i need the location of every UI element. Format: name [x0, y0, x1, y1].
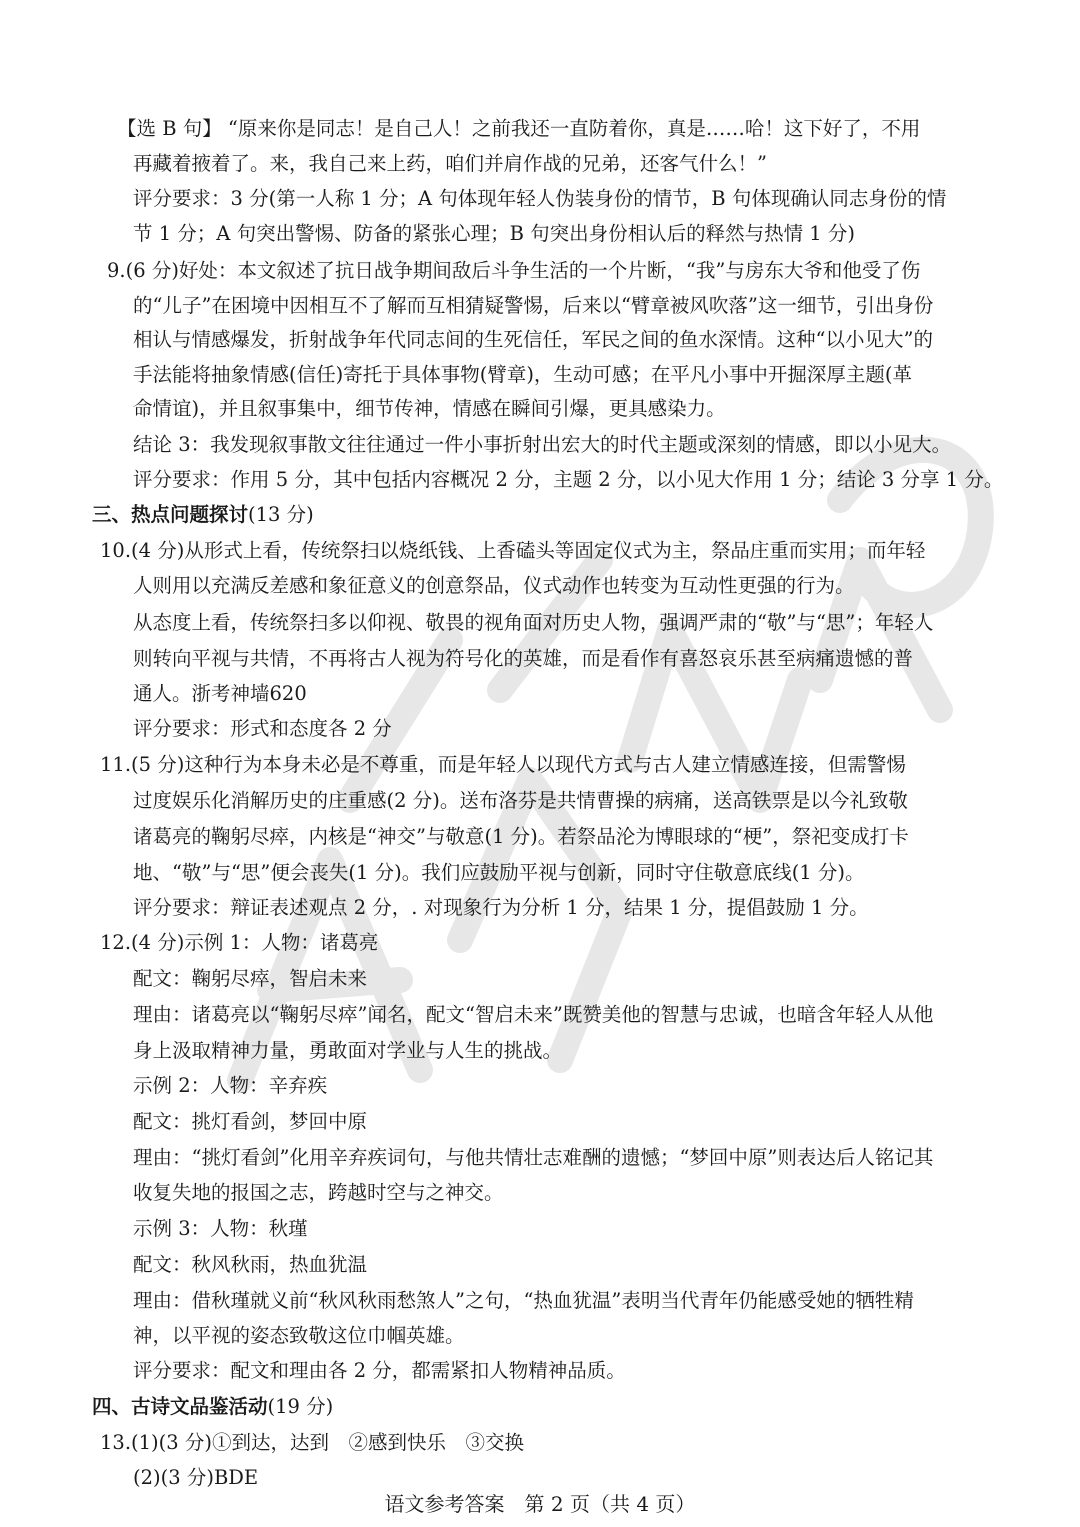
text-line: 神，以平视的姿态致敬这位巾帼英雄。	[133, 1324, 465, 1347]
text-line: 节 1 分；A 句突出警惕、防备的紧张心理；B 句突出身份相认后的释然与热情 1 分)	[133, 222, 856, 245]
text-line: 理由：借秋瑾就义前“秋风秋雨愁煞人”之句，“热血犹温”表明当代青年仍能感受她的牺牲精	[133, 1289, 914, 1312]
text-line: (2)(3 分)BDE	[133, 1466, 259, 1489]
text-line: 13.(1)(3 分)①到达，达到 ②感到快乐 ③交换	[100, 1431, 524, 1454]
text-line: 手法能将抽象情感(信任)寄托于具体事物(臂章)，生动可感；在平凡小事中开掘深厚主题(革	[133, 363, 913, 386]
text-line: 9.(6 分)好处：本文叙述了抗日战争期间敌后斗争生活的一个片断，“我”与房东大爷和他受了伤	[107, 259, 921, 282]
text-line: 收复失地的报国之志，跨越时空与之神交。	[133, 1181, 504, 1204]
text-line: 评分要求：辩证表述观点 2 分，. 对现象行为分析 1 分，结果 1 分，提倡鼓励 1 分。	[133, 896, 869, 919]
text-line: 再藏着掖着了。来，我自己来上药，咱们并肩作战的兄弟，还客气什么！”	[133, 152, 767, 175]
text-line: 人则用以充满反差感和象征意义的创意祭品，仪式动作也转变为互动性更强的行为。	[133, 574, 855, 597]
text-line: 理由：诸葛亮以“鞠躬尽瘁”闻名，配文“智启未来”既赞美他的智慧与忠诚，也暗含年轻人从他	[133, 1003, 934, 1026]
text-line: 地、“敬”与“思”便会丧失(1 分)。我们应鼓励平视与创新，同时守住敬意底线(1 分)。	[133, 861, 865, 884]
text-line: 过度娱乐化消解历史的庄重感(2 分)。送布洛芬是共情曹操的病痛，送高铁票是以今礼致敬	[133, 789, 908, 812]
text-line: 诸葛亮的鞠躬尽瘁，内核是“神交”与敬意(1 分)。若祭品沦为博眼球的“梗”，祭祀变成打卡	[133, 825, 909, 848]
text-line: 相认与情感爆发，折射战争年代同志间的生死信任，军民之间的鱼水深情。这种“以小见大”的	[133, 328, 933, 351]
section-heading	[92, 502, 314, 528]
section-heading	[92, 1394, 333, 1420]
text-line: 示例 2：人物：辛弃疾	[133, 1074, 328, 1097]
page-footer: 语文参考答案 第 2 页（共 4 页）	[384, 1492, 696, 1516]
text-line: 评分要求：作用 5 分，其中包括内容概况 2 分，主题 2 分，以小见大作用 1 分；结论 3 分享 1 分。	[133, 468, 1004, 491]
section-title: 四、古诗文品鉴活动	[92, 1395, 268, 1418]
text-line: 理由：“挑灯看剑”化用辛弃疾词句，与他共情壮志难酬的遗憾；“梦回中原”则表达后人铭记其	[133, 1146, 934, 1169]
text-line: 10.(4 分)从形式上看，传统祭扫以烧纸钱、上香磕头等固定仪式为主，祭品庄重而实用；而年轻	[100, 539, 926, 562]
text-line: 的“儿子”在困境中因相互不了解而互相猜疑警惕，后来以“臂章被风吹落”这一细节，引出身份	[133, 294, 934, 317]
text-line: 示例 3：人物：秋瑾	[133, 1217, 308, 1240]
text-line: 配文：鞠躬尽瘁，智启未来	[133, 967, 368, 990]
text-line: 从态度上看，传统祭扫多以仰视、敬畏的视角面对历史人物，强调严肃的“敬”与“思”；年轻人	[133, 611, 934, 634]
text-line: 评分要求：配文和理由各 2 分，都需紧扣人物精神品质。	[133, 1359, 626, 1382]
text-line: 【选 B 句】 “原来你是同志！是自己人！之前我还一直防着你，真是……哈！这下好了，不用	[117, 117, 921, 140]
text-line: 配文：秋风秋雨，热血犹温	[133, 1253, 368, 1276]
section-title: 三、热点问题探讨	[92, 503, 249, 526]
text-line: 命情谊)，并且叙事集中，细节传神，情感在瞬间引爆，更具感染力。	[133, 397, 726, 420]
text-line: 11.(5 分)这种行为本身未必是不尊重，而是年轻人以现代方式与古人建立情感连接，但需警惕	[100, 753, 906, 776]
text-line: 12.(4 分)示例 1：人物：诸葛亮	[100, 931, 379, 954]
text-line: 身上汲取精神力量，勇敢面对学业与人生的挑战。	[133, 1039, 563, 1062]
text-line: 结论 3：我发现叙事散文往往通过一件小事折射出宏大的时代主题或深刻的情感，即以小见大。	[133, 433, 952, 456]
text-line: 评分要求：形式和态度各 2 分	[133, 717, 392, 740]
section-score: (19 分)	[267, 1395, 334, 1418]
text-line: 通人。浙考神墙620	[133, 682, 307, 705]
section-score: (13 分)	[248, 503, 314, 526]
text-line: 配文：挑灯看剑，梦回中原	[133, 1110, 368, 1133]
text-line: 评分要求：3 分(第一人称 1 分；A 句体现年轻人伪装身份的情节，B 句体现确认同志身份的情	[133, 187, 947, 210]
text-line: 则转向平视与共情，不再将古人视为符号化的英雄，而是看作有喜怒哀乐甚至病痛遗憾的普	[133, 647, 914, 670]
